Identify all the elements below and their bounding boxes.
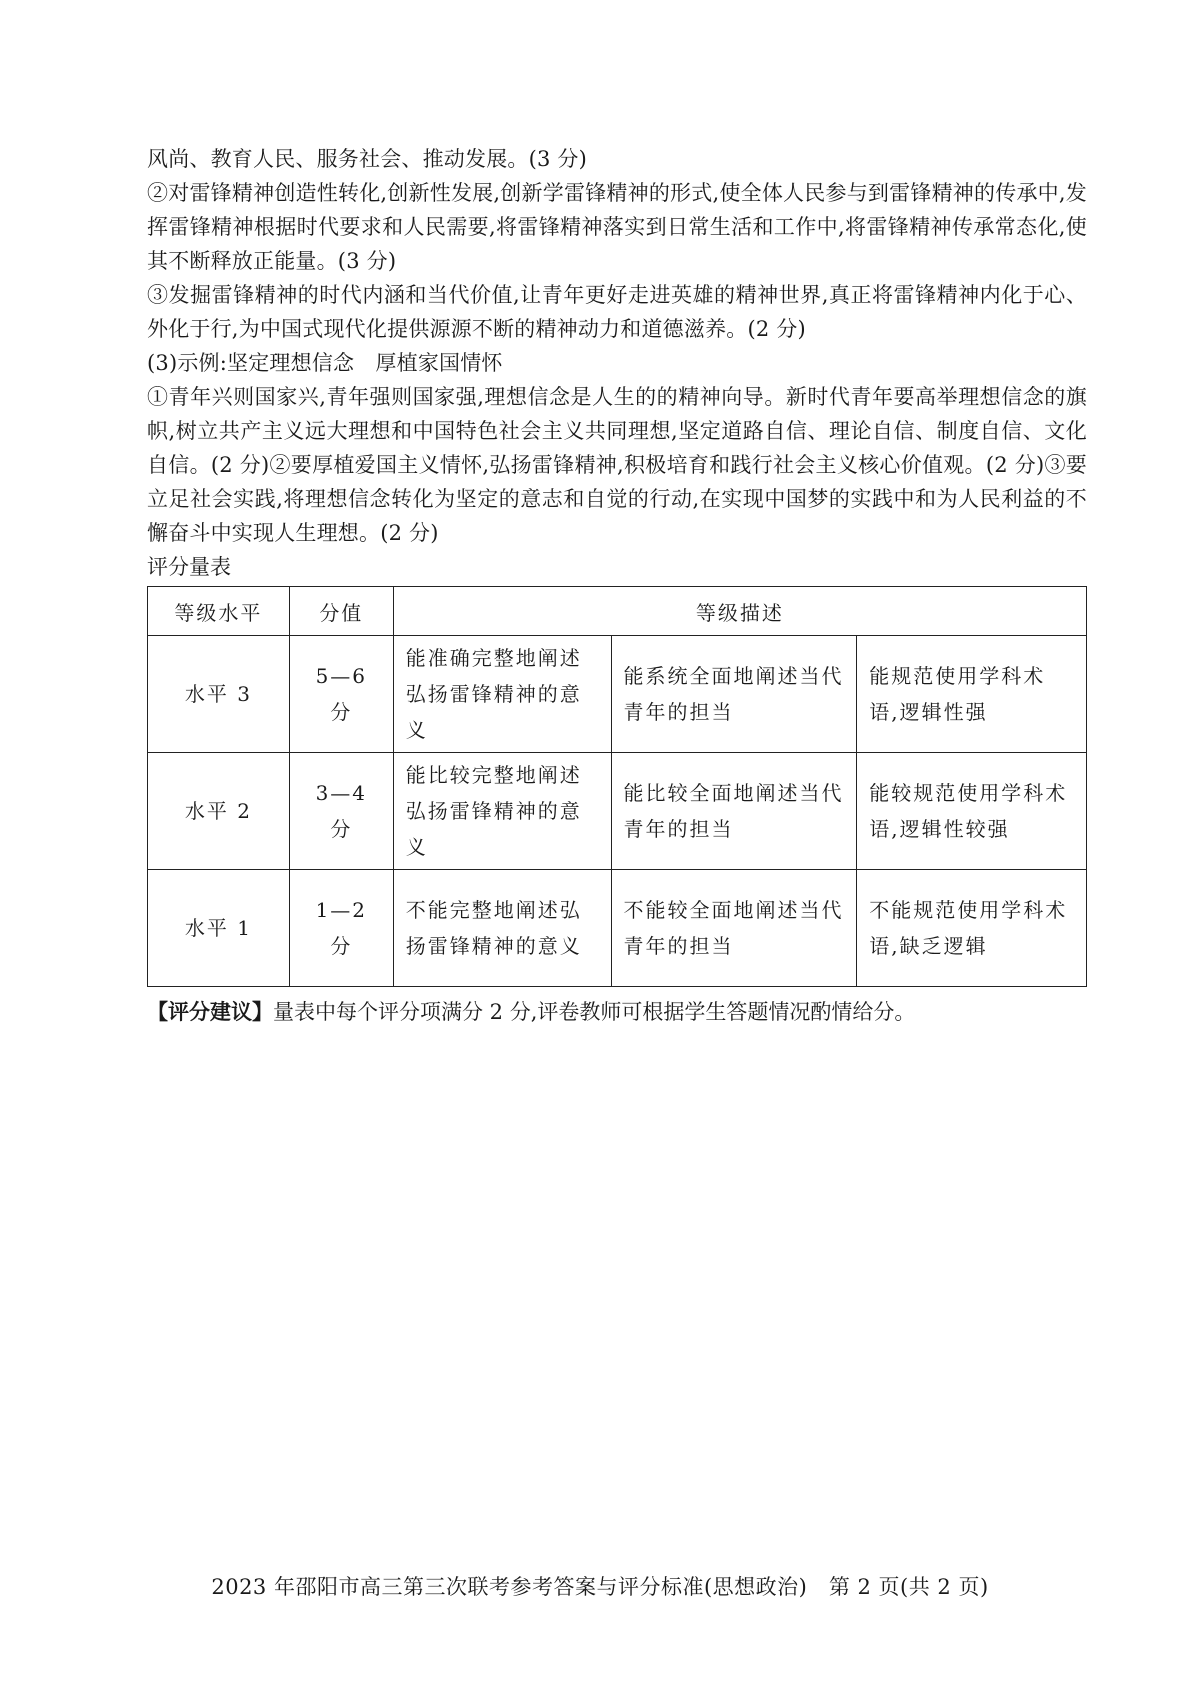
cell-description-1: 能比较完整地阐述弘扬雷锋精神的意义 — [393, 753, 611, 870]
cell-description-2: 能系统全面地阐述当代青年的担当 — [611, 636, 857, 753]
rubric-table — [147, 586, 1087, 987]
paragraph: ②对雷锋精神创造性转化,创新性发展,创新学雷锋精神的形式,使全体人民参与到雷锋精神的传承中,发挥雷锋精神根据时代要求和人民需要,将雷锋精神落实到日常生活和工作中,将雷锋精神传承常态化,使其不断释放正能量。(3 分) — [147, 181, 1087, 273]
cell-description-3: 能规范使用学科术语,逻辑性强 — [857, 636, 1087, 753]
header-description: 等级描述 — [393, 587, 1086, 636]
cell-score: 5—6 分 — [289, 636, 393, 753]
page-footer: 2023 年邵阳市高三第三次联考参考答案与评分标准(思想政治) 第 2 页(共 2 页) — [211, 1575, 989, 1599]
cell-description-1: 不能完整地阐述弘扬雷锋精神的意义 — [393, 870, 611, 987]
cell-level: 水平 2 — [148, 753, 290, 870]
cell-description-2: 不能较全面地阐述当代青年的担当 — [611, 870, 857, 987]
cell-level: 水平 3 — [148, 636, 290, 753]
paragraph: ①青年兴则国家兴,青年强则国家强,理想信念是人生的的精神向导。新时代青年要高举理想信念的旗帜,树立共产主义远大理想和中国特色社会主义共同理想,坚定道路自信、理论自信、制度自信、文化自信。(2 分)②要厚植爱国主义情怀,弘扬雷锋精神,积极培育和践行社会主义核心价值观。(2 分)③要立足社会实践,将理想信念转化为坚定的意志和自觉的行动,在实现中国梦的实践中和为人民利益的不懈奋斗中实现人生理想。(2 分) — [147, 385, 1087, 545]
page-content — [147, 142, 1087, 1029]
paragraph: 风尚、教育人民、服务社会、推动发展。(3 分) — [147, 147, 588, 171]
table-row — [148, 870, 1087, 987]
cell-description-2: 能比较全面地阐述当代青年的担当 — [611, 753, 857, 870]
table-row — [148, 636, 1087, 753]
header-level: 等级水平 — [148, 587, 290, 636]
scoring-note-label: 【评分建议】 — [147, 1000, 273, 1024]
paragraph: (3)示例:坚定理想信念 厚植家国情怀 — [147, 351, 503, 375]
cell-score: 1—2 分 — [289, 870, 393, 987]
table-row — [148, 753, 1087, 870]
cell-score: 3—4 分 — [289, 753, 393, 870]
paragraph: ③发掘雷锋精神的时代内涵和当代价值,让青年更好走进英雄的精神世界,真正将雷锋精神内化于心、外化于行,为中国式现代化提供源源不断的精神动力和道德滋养。(2 分) — [147, 283, 1087, 341]
scoring-note-text: 量表中每个评分项满分 2 分,评卷教师可根据学生答题情况酌情给分。 — [273, 1000, 916, 1024]
cell-description-3: 不能规范使用学科术语,缺乏逻辑 — [857, 870, 1087, 987]
scoring-note — [147, 995, 1087, 1029]
table-title: 评分量表 — [147, 555, 231, 579]
cell-description-1: 能准确完整地阐述弘扬雷锋精神的意义 — [393, 636, 611, 753]
cell-level: 水平 1 — [148, 870, 290, 987]
header-score: 分值 — [289, 587, 393, 636]
cell-description-3: 能较规范使用学科术语,逻辑性较强 — [857, 753, 1087, 870]
table-header-row — [148, 587, 1087, 636]
